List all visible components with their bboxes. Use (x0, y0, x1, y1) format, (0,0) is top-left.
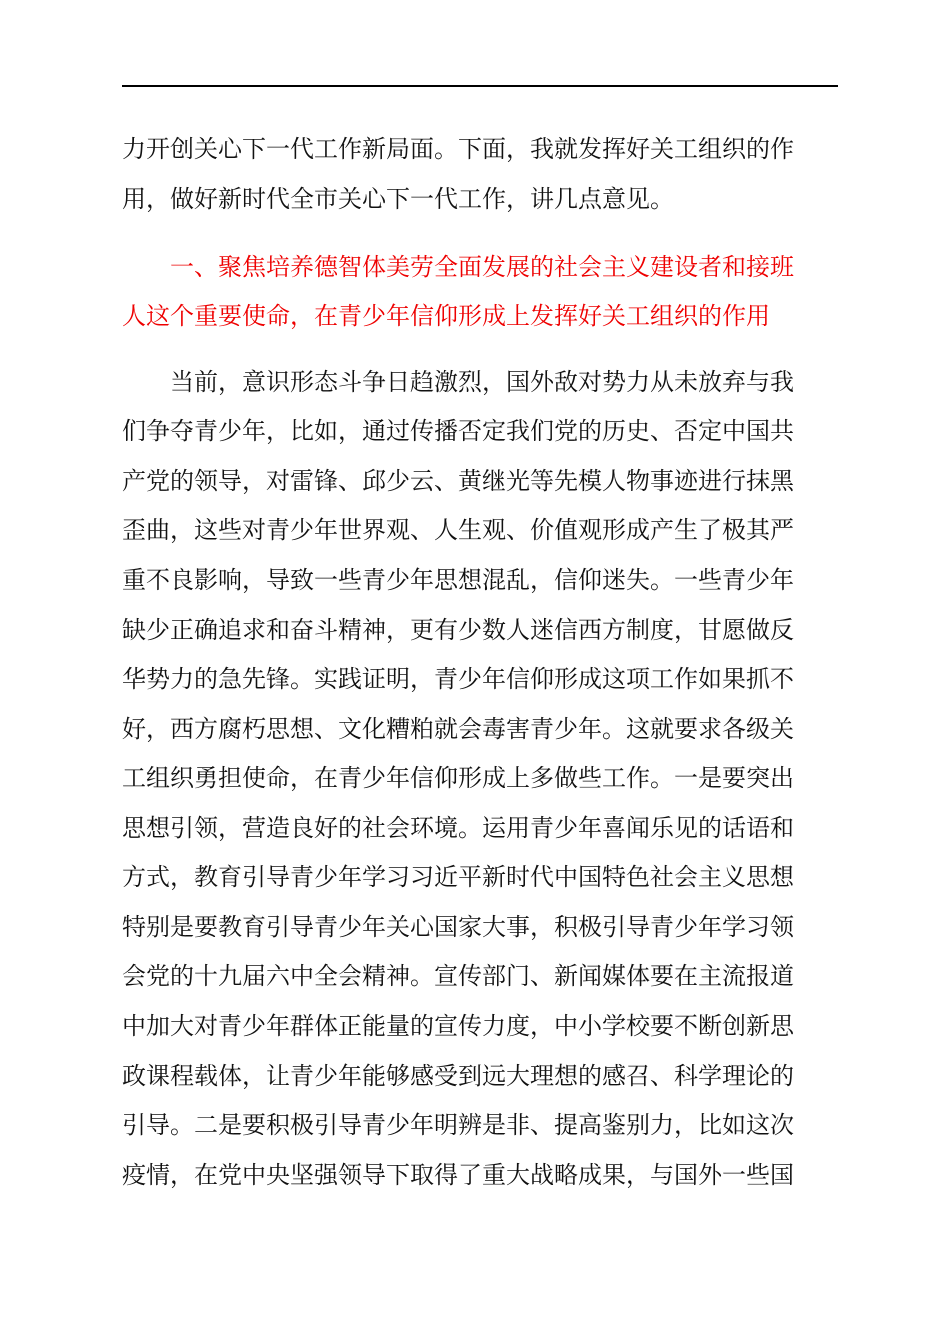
body-line-17: 疫情，在党中央坚强领导下取得了重大战略成果，与国外一些国 (122, 1161, 794, 1189)
body-line-4: 歪曲，这些对青少年世界观、人生观、价值观形成产生了极其严 (122, 516, 794, 544)
body-line-11: 方式，教育引导青少年学习习近平新时代中国特色社会主义思想 (122, 863, 794, 891)
body-line-6: 缺少正确追求和奋斗精神，更有少数人迷信西方制度，甘愿做反 (122, 616, 794, 644)
body-line-7: 华势力的急先锋。实践证明，青少年信仰形成这项工作如果抓不 (122, 665, 794, 693)
body-line-13: 会党的十九届六中全会精神。宣传部门、新闻媒体要在主流报道 (122, 962, 794, 990)
body-line-3: 产党的领导，对雷锋、邱少云、黄继光等先模人物事迹进行抹黑 (122, 467, 794, 495)
body-line-12: 特别是要教育引导青少年关心国家大事，积极引导青少年学习领 (122, 913, 794, 941)
section-heading-line-2: 人这个重要使命，在青少年信仰形成上发挥好关工组织的作用 (122, 302, 770, 330)
body-line-1: 当前，意识形态斗争日趋激烈，国外敌对势力从未放弃与我 (122, 368, 794, 396)
intro-line-2: 用，做好新时代全市关心下一代工作，讲几点意见。 (122, 185, 674, 213)
body-line-14: 中加大对青少年群体正能量的宣传力度，中小学校要不断创新思 (122, 1012, 794, 1040)
section-heading-line-1: 一、聚焦培养德智体美劳全面发展的社会主义建设者和接班 (122, 253, 794, 281)
body-line-15: 政课程载体，让青少年能够感受到远大理想的感召、科学理论的 (122, 1062, 794, 1090)
body-line-9: 工组织勇担使命，在青少年信仰形成上多做些工作。一是要突出 (122, 764, 794, 792)
body-line-2: 们争夺青少年，比如，通过传播否定我们党的历史、否定中国共 (122, 417, 794, 445)
body-line-5: 重不良影响，导致一些青少年思想混乱，信仰迷失。一些青少年 (122, 566, 794, 594)
body-line-10: 思想引领，营造良好的社会环境。运用青少年喜闻乐见的话语和 (122, 814, 794, 842)
body-line-16: 引导。二是要积极引导青少年明辨是非、提高鉴别力，比如这次 (122, 1111, 794, 1139)
intro-line-1: 力开创关心下一代工作新局面。下面，我就发挥好关工组织的作 (122, 135, 794, 163)
header-rule (122, 85, 838, 87)
body-line-8: 好，西方腐朽思想、文化糟粕就会毒害青少年。这就要求各级关 (122, 715, 794, 743)
